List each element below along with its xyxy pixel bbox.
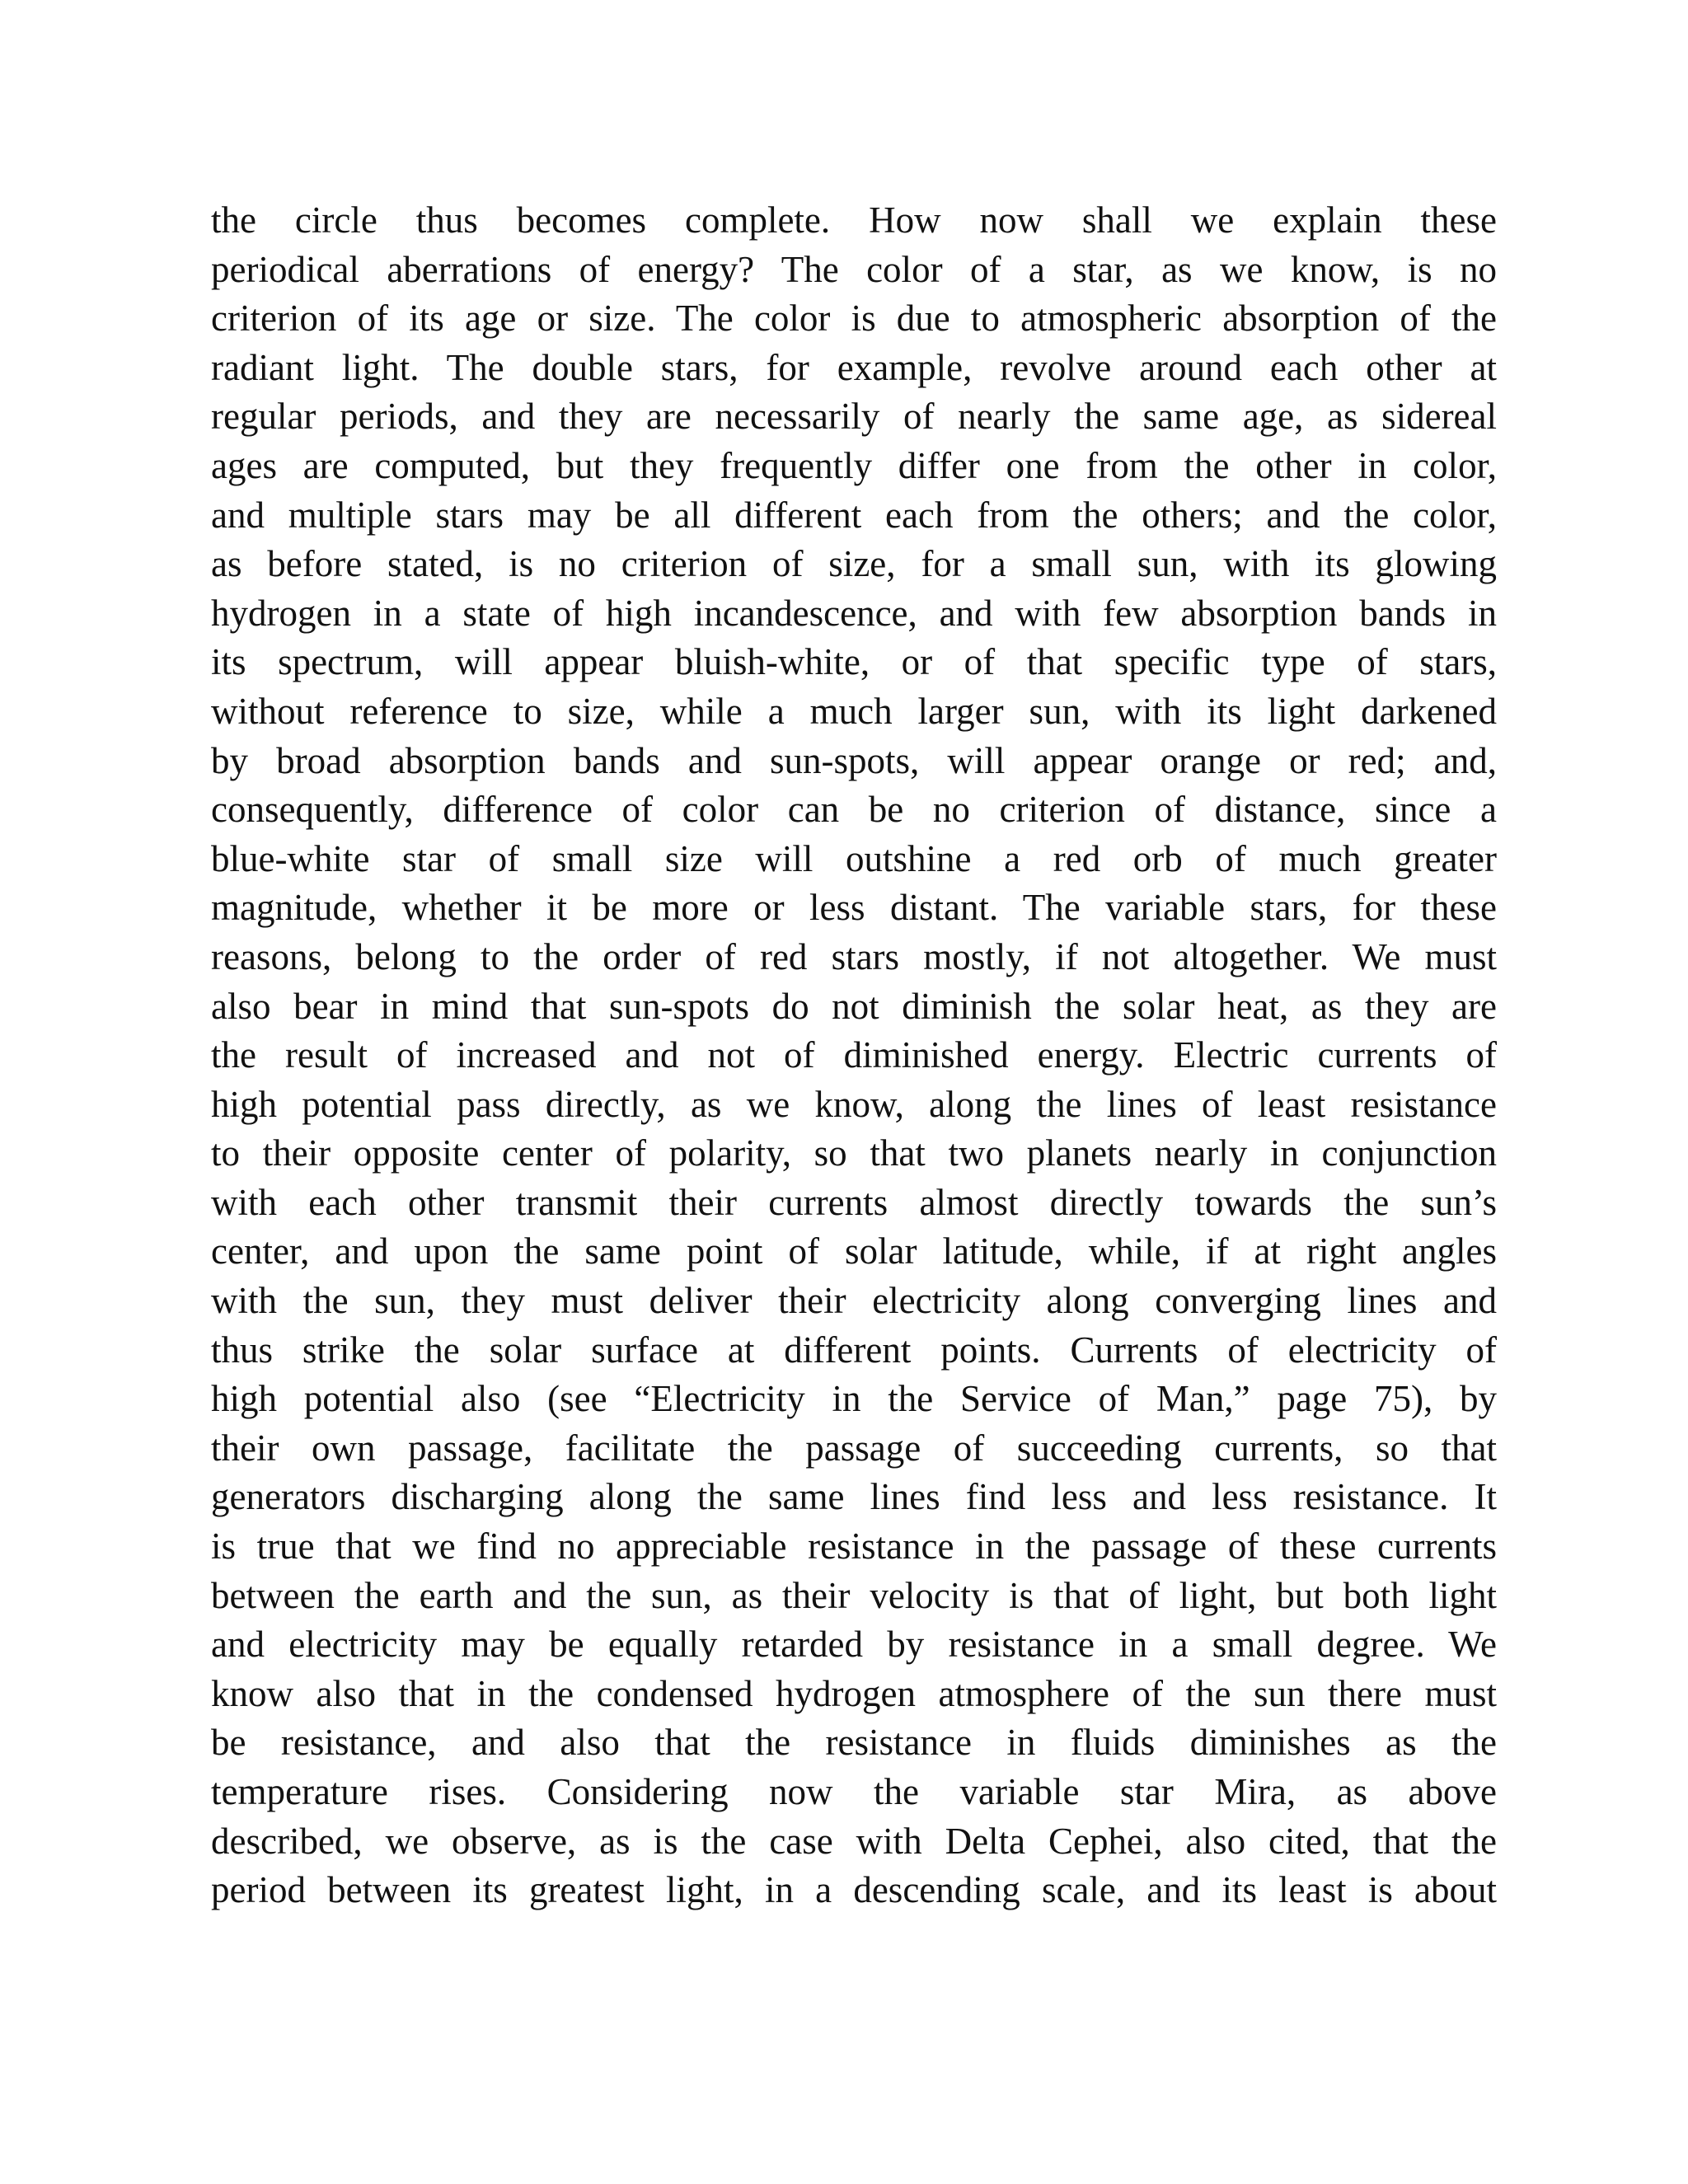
text-line: its spectrum, will appear bluish-white, or of that specific type of stars, — [211, 641, 1497, 683]
text-line: between the earth and the sun, as their velocity is that of light, but both light — [211, 1574, 1497, 1616]
text-line: regular periods, and they are necessarily of nearly the same age, as sidereal — [211, 396, 1497, 438]
text-line: be resistance, and also that the resistance in fluids diminishes as the — [211, 1722, 1497, 1764]
text-line: hydrogen in a state of high incandescence, and with few absorption bands in — [211, 592, 1497, 634]
text-line: ages are computed, but they frequently differ one from the other in color, — [211, 444, 1497, 486]
text-line: radiant light. The double stars, for example, revolve around each other at — [211, 346, 1497, 388]
text-line: and electricity may be equally retarded by resistance in a small degree. We — [211, 1624, 1497, 1666]
body-text — [211, 196, 1497, 1915]
text-line: consequently, difference of color can be no criterion of distance, since a — [211, 789, 1497, 831]
text-line: described, we observe, as is the case with Delta Cephei, also cited, that the — [211, 1820, 1497, 1862]
text-line: also bear in mind that sun-spots do not diminish the solar heat, as they are — [211, 985, 1497, 1027]
text-line: the result of increased and not of diminished energy. Electric currents of — [211, 1034, 1497, 1076]
text-line: by broad absorption bands and sun-spots, will appear orange or red; and, — [211, 739, 1497, 781]
text-line: generators discharging along the same lines find less and less resistance. It — [211, 1476, 1497, 1518]
text-line: as before stated, is no criterion of size, for a small sun, with its glowing — [211, 543, 1497, 585]
text-line: is true that we find no appreciable resistance in the passage of these currents — [211, 1526, 1497, 1568]
text-line: without reference to size, while a much larger sun, with its light darkened — [211, 690, 1497, 732]
text-line: magnitude, whether it be more or less distant. The variable stars, for these — [211, 887, 1497, 929]
text-line: and multiple stars may be all different each from the others; and the color, — [211, 494, 1497, 536]
text-line: high potential also (see “Electricity in the Service of Man,” page 75), by — [211, 1378, 1497, 1420]
text-line: criterion of its age or size. The color is due to atmospheric absorption of the — [211, 298, 1497, 340]
text-line: to their opposite center of polarity, so that two planets nearly in conjunction — [211, 1132, 1497, 1174]
text-line: reasons, belong to the order of red stars mostly, if not altogether. We must — [211, 935, 1497, 977]
text-line: periodical aberrations of energy? The color of a star, as we know, is no — [211, 248, 1497, 290]
text-line: center, and upon the same point of solar latitude, while, if at right angles — [211, 1230, 1497, 1272]
text-line: the circle thus becomes complete. How now shall we explain these — [211, 199, 1497, 241]
text-line: with each other transmit their currents almost directly towards the sun’s — [211, 1181, 1497, 1223]
text-line: their own passage, facilitate the passage of succeeding currents, so that — [211, 1427, 1497, 1469]
text-line: thus strike the solar surface at different points. Currents of electricity of — [211, 1329, 1497, 1371]
text-line: high potential pass directly, as we know, along the lines of least resistance — [211, 1083, 1497, 1125]
text-line: temperature rises. Considering now the variable star Mira, as above — [211, 1771, 1497, 1812]
text-line: period between its greatest light, in a descending scale, and its least is about — [211, 1869, 1497, 1911]
text-line: know also that in the condensed hydrogen atmosphere of the sun there must — [211, 1672, 1497, 1714]
text-line: blue-white star of small size will outshine a red orb of much greater — [211, 837, 1497, 879]
text-line: with the sun, they must deliver their electricity along converging lines and — [211, 1280, 1497, 1322]
